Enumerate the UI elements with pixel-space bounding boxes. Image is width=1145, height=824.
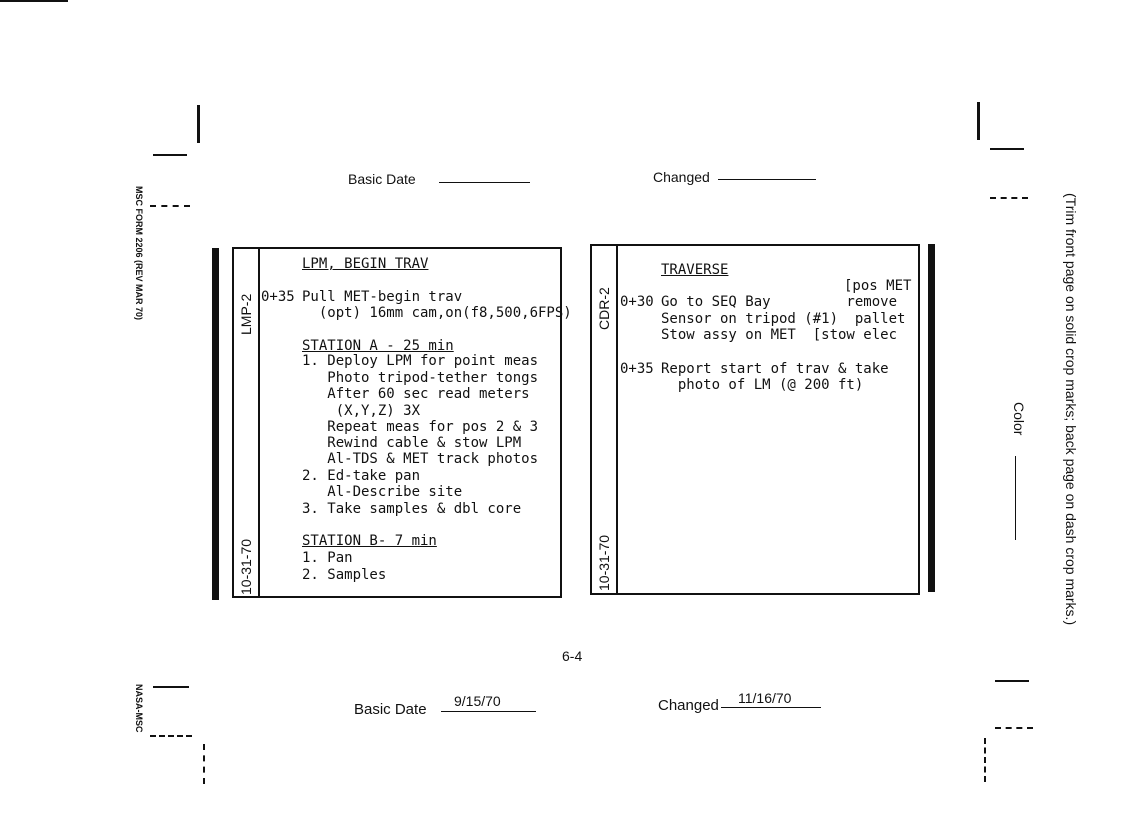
- checklist-line: Al-TDS & MET track photos: [302, 451, 539, 467]
- crop-mark: [197, 105, 200, 143]
- station-heading: STATION B- 7 min: [302, 533, 437, 549]
- bottom-basic-date-line: [441, 711, 536, 712]
- tag-column-divider: [258, 249, 260, 596]
- checklist-line: After 60 sec read meters: [302, 386, 530, 402]
- checklist-line: 2. Samples: [302, 567, 387, 583]
- dash-crop-mark: [990, 197, 1028, 199]
- met-time: 0+35: [620, 361, 654, 377]
- section-heading: TRAVERSE: [661, 262, 729, 278]
- section-heading: LPM, BEGIN TRAV: [302, 256, 429, 272]
- dash-crop-mark: [150, 205, 190, 207]
- bottom-changed-label: Changed: [658, 697, 719, 714]
- dash-crop-mark: [995, 727, 1033, 729]
- trim-note: (Trim front page on solid crop marks; back page on dash crop marks.): [1063, 193, 1079, 626]
- crew-tag: LMP-2: [238, 293, 254, 335]
- checklist-line: Repeat meas for pos 2 & 3: [302, 419, 539, 435]
- met-time: 0+35: [261, 289, 295, 305]
- bottom-changed-line: [721, 707, 821, 708]
- checklist-line: (X,Y,Z) 3X: [302, 403, 421, 419]
- right-checklist-card: [590, 244, 920, 595]
- date-tag: 10-31-70: [238, 538, 254, 595]
- checklist-line: Report start of trav & take: [661, 361, 889, 377]
- dash-crop-mark: [984, 738, 986, 782]
- tag-column-divider: [616, 246, 618, 593]
- checklist-line: Al-Describe site: [302, 484, 463, 500]
- checklist-line: (opt) 16mm cam,on(f8,500,6FPS): [302, 305, 572, 321]
- form-id: MSC FORM 2206 (REV MAR 70): [134, 186, 144, 321]
- left-checklist-card: [232, 247, 572, 598]
- top-basic-date-label: Basic Date: [348, 171, 416, 187]
- color-line: [1015, 456, 1016, 540]
- crop-mark: [990, 148, 1024, 150]
- crop-mark: [153, 686, 189, 688]
- right-card-bar: [928, 244, 935, 592]
- checklist-line: 1. Deploy LPM for point meas: [302, 353, 539, 369]
- met-time: 0+30: [620, 294, 654, 310]
- checklist-line: 1. Pan: [302, 550, 353, 566]
- top-basic-date-line: [439, 182, 530, 183]
- crop-mark: [977, 102, 980, 140]
- top-changed-label: Changed: [653, 169, 710, 185]
- checklist-line: Stow assy on MET [stow elec: [661, 327, 898, 343]
- checklist-line: Photo tripod-tether tongs: [302, 370, 539, 386]
- page-number: 6-4: [562, 648, 583, 664]
- bottom-basic-date-value: 9/15/70: [454, 693, 501, 709]
- corner-bar: [0, 0, 68, 2]
- dash-crop-mark: [203, 744, 205, 784]
- checklist-line: Pull MET-begin trav: [302, 289, 463, 305]
- date-tag: 10-31-70: [596, 534, 612, 591]
- dash-crop-mark: [150, 735, 192, 737]
- station-heading: STATION A - 25 min: [302, 338, 454, 354]
- crew-tag: CDR-2: [596, 287, 612, 330]
- checklist-line: [pos MET: [844, 278, 912, 294]
- checklist-line: photo of LM (@ 200 ft): [661, 377, 864, 393]
- left-card-bar: [212, 248, 219, 600]
- checklist-line: 2. Ed-take pan: [302, 468, 421, 484]
- checklist-line: Rewind cable & stow LPM: [302, 435, 522, 451]
- checklist-line: 3. Take samples & dbl core: [302, 501, 522, 517]
- top-changed-line: [718, 179, 816, 180]
- color-label: Color: [1011, 402, 1027, 436]
- checklist-line: Go to SEQ Bay remove: [661, 294, 898, 310]
- crop-mark: [153, 154, 187, 156]
- bottom-basic-date-label: Basic Date: [354, 701, 427, 718]
- crop-mark: [995, 680, 1029, 682]
- checklist-line: Sensor on tripod (#1) pallet: [661, 311, 906, 327]
- agency-label: NASA-MSC: [134, 684, 144, 733]
- bottom-changed-value: 11/16/70: [738, 690, 792, 706]
